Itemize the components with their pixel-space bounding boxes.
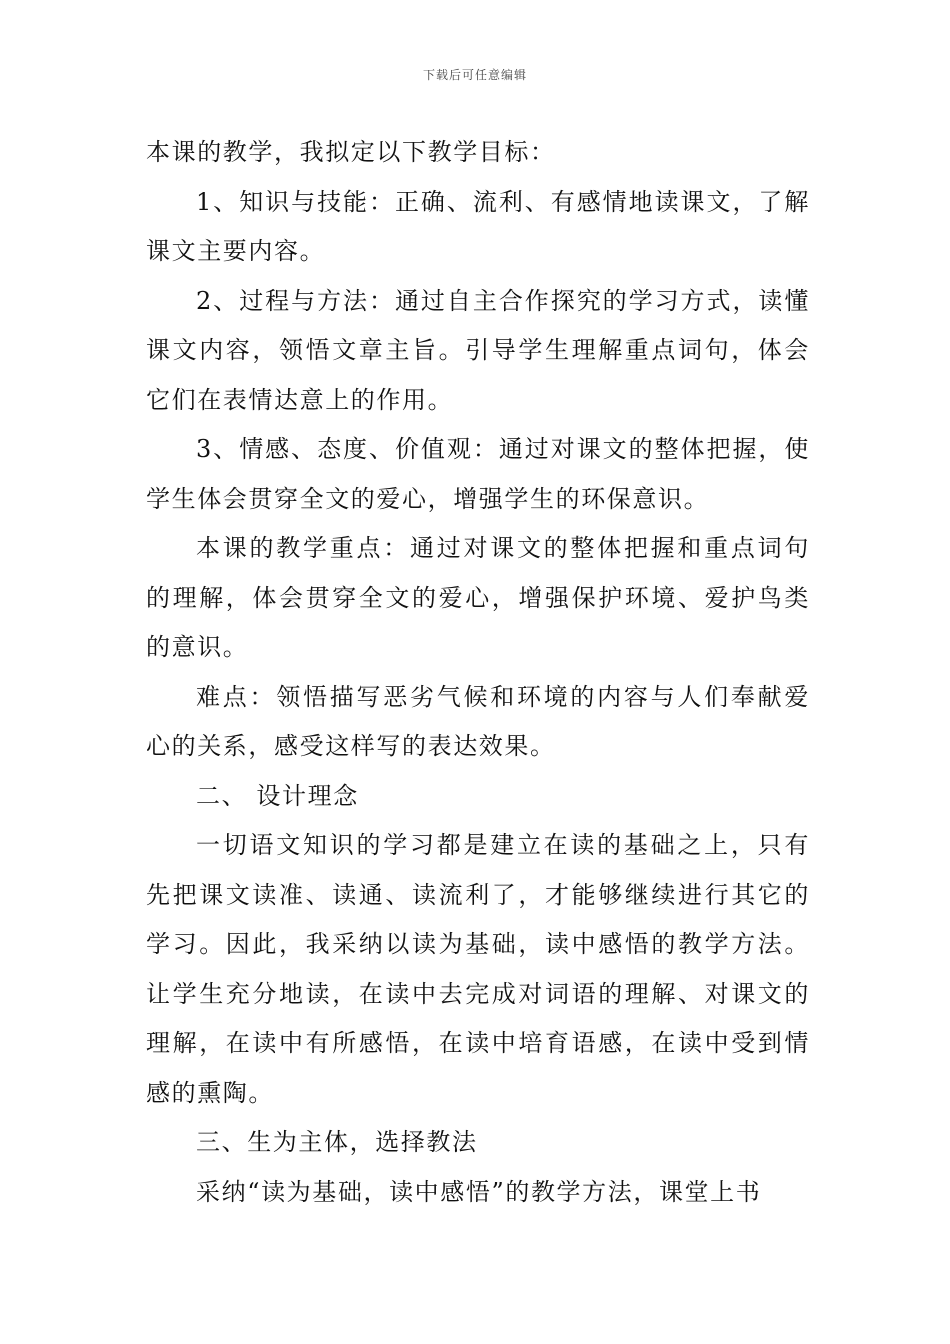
paragraph-difficulty: 难点：领悟描写恶劣气候和环境的内容与人们奉献爱心的关系，感受这样写的表达效果。 [146,682,810,760]
paragraph-teaching-method: 采纳“读为基础，读中感悟”的教学方法，课堂上书 [196,1177,762,1206]
section-heading-design-concept: 二、 设计理念 [196,781,359,810]
paragraph-objective-process: 2、过程与方法：通过自主合作探究的学习方式，读懂课文内容，领悟文章主旨。引导学生理解重点词句，体会它们在表情达意上的作用。 [146,286,810,414]
paragraph-key-points: 本课的教学重点：通过对课文的整体把握和重点词句的理解，体会贯穿全文的爱心，增强保护环境、爱护鸟类的意识。 [146,534,810,661]
paragraph-design-concept: 一切语文知识的学习都是建立在读的基础之上，只有先把课文读准、读通、读流利了，才能够继续进行其它的学习。因此，我采纳以读为基础，读中感悟的教学方法。让学生充分地读，在读中去完成对词语的理解、对课文的理解，在读中有所感悟，在读中培育语感，在读中受到情感的熏陶。 [146,831,810,1107]
paragraph-objective-knowledge: 1、知识与技能：正确、流利、有感情地读课文，了解课文主要内容。 [146,187,810,265]
paragraph-objective-emotion: 3、情感、态度、价值观：通过对课文的整体把握，使学生体会贯穿全文的爱心，增强学生的环保意识。 [146,435,810,513]
paragraph-objectives-intro: 本课的教学，我拟定以下教学目标： [146,138,556,166]
document-body [146,128,810,1217]
section-heading-teaching-method: 三、生为主体，选择教法 [196,1128,478,1156]
page-header-note: 下载后可任意编辑 [422,68,527,82]
